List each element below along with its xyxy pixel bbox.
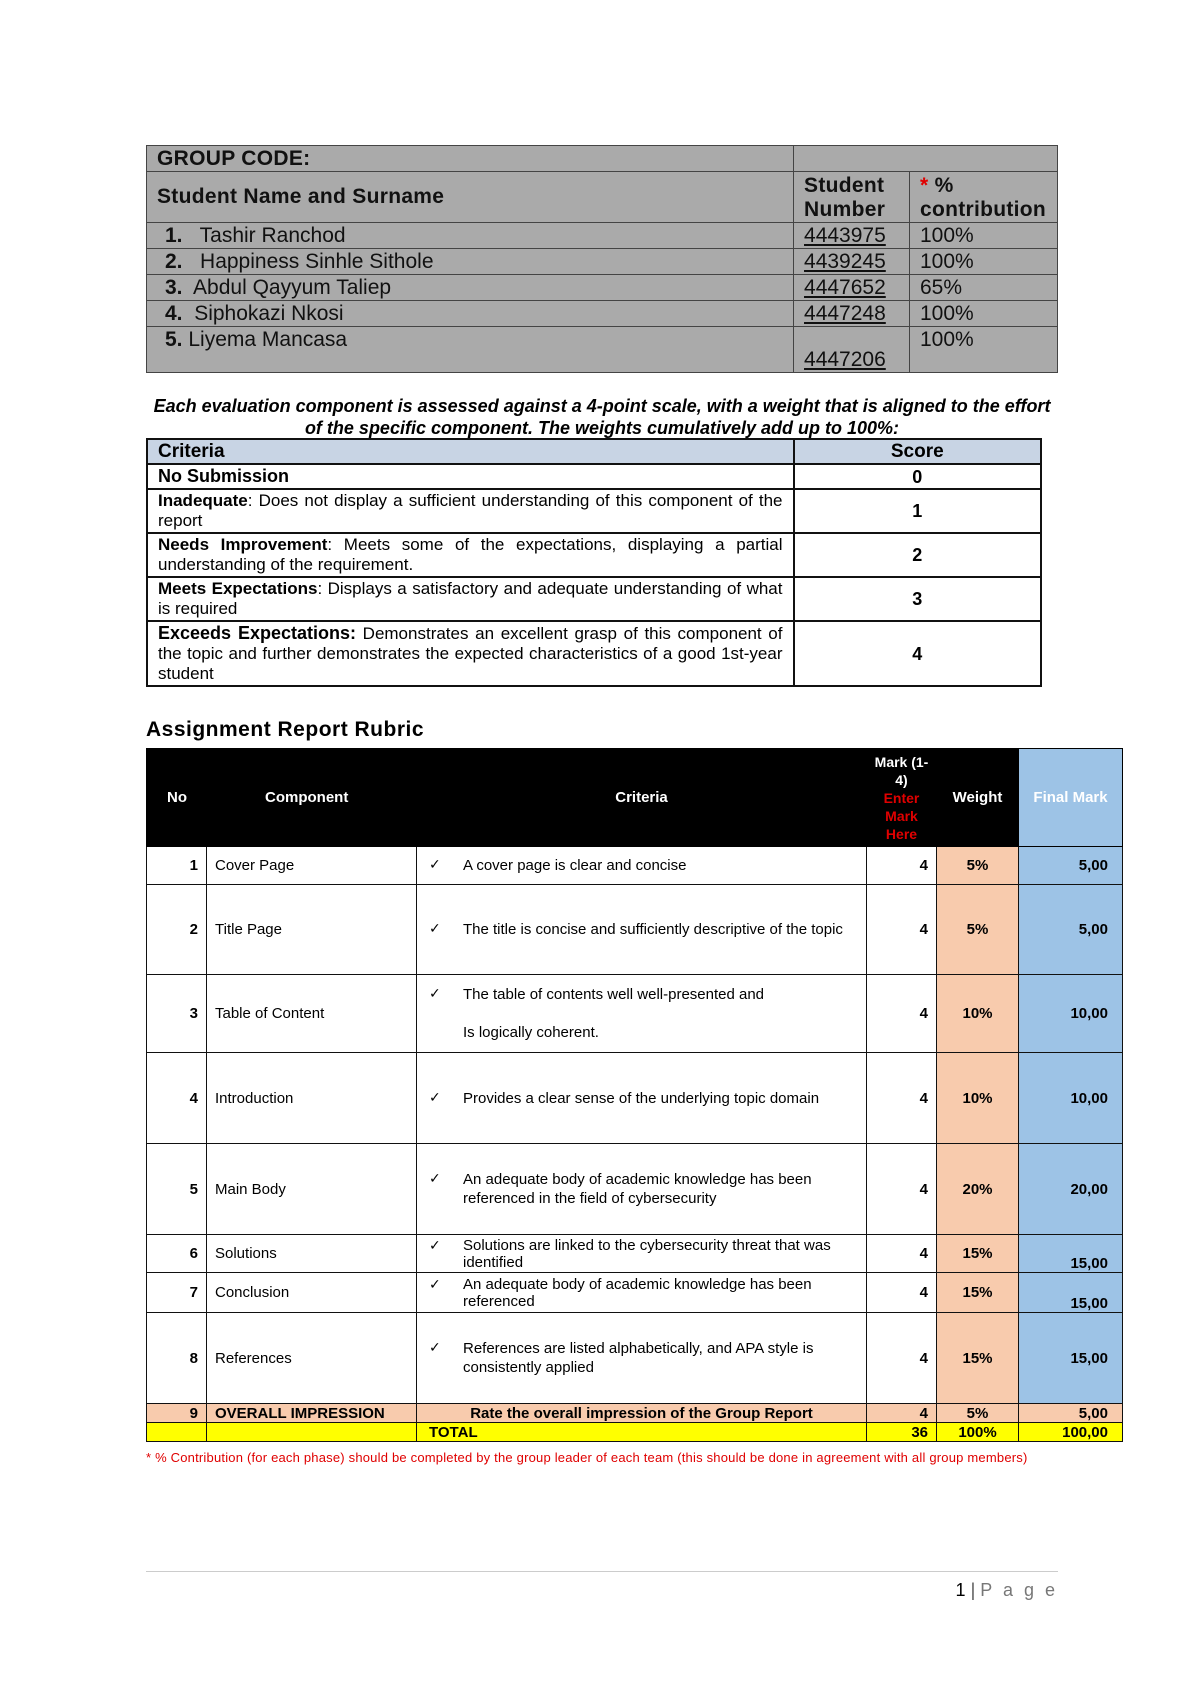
weight-value: 15% — [937, 1273, 1019, 1313]
student-index: 4. — [165, 301, 183, 325]
weight-value: 5% — [937, 847, 1019, 885]
criteria-title: Needs Improvement — [158, 535, 328, 554]
student-index: 3. — [165, 275, 183, 299]
rubric-component: Table of Content — [207, 975, 417, 1053]
weight-value: 5% — [937, 885, 1019, 975]
criteria-title: Meets Expectations — [158, 579, 318, 598]
criteria-text: An adequate body of academic knowledge has been referenced — [463, 1275, 812, 1310]
weight-value: 20% — [937, 1144, 1019, 1235]
rubric-component: Solutions — [207, 1235, 417, 1273]
criteria-score: 2 — [794, 533, 1042, 577]
student-contribution: 100% — [909, 249, 1057, 275]
group-code-label: GROUP CODE: — [147, 146, 794, 172]
criteria-text: The table of contents well well-presented and — [463, 986, 765, 1003]
student-name — [147, 327, 794, 373]
rubric-row — [147, 1313, 1123, 1404]
final-mark-value: 15,00 — [1019, 1313, 1123, 1404]
criteria-text: Provides a clear sense of the underlying topic domain — [463, 1089, 820, 1107]
number-header: Student Number — [794, 172, 910, 223]
criteria-text: A cover page is clear and concise — [463, 857, 687, 874]
weight-header: Weight — [937, 749, 1019, 847]
rubric-row — [147, 975, 1123, 1053]
check-icon: ✓ — [429, 1275, 441, 1292]
student-name-text: Happiness Sinhle Sithole — [200, 249, 434, 273]
rubric-title: Assignment Report Rubric — [146, 718, 425, 741]
criteria-header: Criteria — [147, 439, 794, 464]
student-contribution: 100% — [909, 301, 1057, 327]
rubric-no: 2 — [147, 885, 207, 975]
rubric-row — [147, 1273, 1123, 1313]
rubric-criteria — [417, 1053, 867, 1144]
name-header: Student Name and Surname — [147, 172, 794, 223]
rubric-criteria: Rate the overall impression of the Group Report — [417, 1404, 867, 1423]
student-number: 4447206 — [794, 327, 910, 373]
final-mark-value: 10,00 — [1019, 1053, 1123, 1144]
student-name — [147, 275, 794, 301]
rubric-component: Title Page — [207, 885, 417, 975]
weight-value: 15% — [937, 1235, 1019, 1273]
rubric-row — [147, 885, 1123, 975]
student-name-text: Tashir Ranchod — [199, 223, 346, 247]
criteria-text: Solutions are linked to the cybersecurity threat that was identified — [463, 1236, 831, 1271]
enter-mark-hint: Enter Mark Here — [883, 789, 920, 842]
criteria-row — [147, 577, 794, 621]
component-header: Component — [207, 749, 417, 847]
rubric-no: 5 — [147, 1144, 207, 1235]
footer-separator: | — [970, 1580, 976, 1600]
student-name — [147, 223, 794, 249]
total-row — [147, 1423, 1123, 1442]
final-mark-header: Final Mark — [1019, 749, 1123, 847]
rubric-criteria — [417, 975, 867, 1053]
check-icon: ✓ — [429, 985, 441, 1001]
student-contribution: 100% — [909, 223, 1057, 249]
rubric-no: 8 — [147, 1313, 207, 1404]
footer-divider — [146, 1571, 1058, 1572]
total-mark: 36 — [867, 1423, 937, 1442]
page-number: 1 — [955, 1580, 966, 1600]
criteria-description: : Displays a satisfactory and adequate understanding of what is required — [158, 579, 783, 618]
rubric-component: References — [207, 1313, 417, 1404]
criteria-score: 0 — [794, 464, 1042, 489]
student-name-text: Abdul Qayyum Taliep — [193, 275, 392, 299]
rubric-no: 1 — [147, 847, 207, 885]
rubric-criteria — [417, 847, 867, 885]
assignment-rubric-table — [146, 748, 1123, 1442]
mark-input[interactable]: 4 — [867, 1053, 937, 1144]
mark-header-label: Mark (1-4) — [874, 753, 929, 788]
check-icon: ✓ — [429, 1236, 441, 1253]
rubric-row — [147, 1144, 1123, 1235]
contribution-header — [909, 172, 1057, 223]
student-number: 4447248 — [794, 301, 910, 327]
criteria-title: Inadequate — [158, 491, 248, 510]
student-index: 1. — [165, 223, 183, 247]
student-number: 4439245 — [794, 249, 910, 275]
mark-header — [867, 749, 937, 847]
weight-value: 15% — [937, 1313, 1019, 1404]
criteria-text: The title is concise and sufficiently descriptive of the topic — [463, 921, 843, 938]
criteria-row — [147, 464, 794, 489]
rubric-no: 6 — [147, 1235, 207, 1273]
scoring-criteria-table — [146, 438, 1042, 687]
criteria-row — [147, 533, 794, 577]
rubric-component: OVERALL IMPRESSION — [207, 1404, 417, 1423]
overall-impression-row — [147, 1404, 1123, 1423]
criteria-score: 1 — [794, 489, 1042, 533]
evaluation-intro: Each evaluation component is assessed against a 4-point scale, with a weight that is aligned to the effort of the specific component. The weights cumulatively add up to 100%: — [153, 396, 1051, 438]
mark-input[interactable]: 4 — [867, 847, 937, 885]
final-mark-value: 5,00 — [1019, 885, 1123, 975]
rubric-component: Cover Page — [207, 847, 417, 885]
contribution-asterisk: * — [919, 174, 929, 197]
rubric-no: 7 — [147, 1273, 207, 1313]
student-number: 4443975 — [794, 223, 910, 249]
final-mark-value: 5,00 — [1019, 1404, 1123, 1423]
contribution-header-text: % contribution — [919, 174, 1047, 221]
final-mark-value: 15,00 — [1019, 1235, 1123, 1273]
rubric-row — [147, 1235, 1123, 1273]
criteria-title: Exceeds Expectations: — [158, 623, 357, 643]
student-index: 5. — [165, 328, 183, 351]
no-header: No — [147, 749, 207, 847]
student-contribution: 100% — [909, 327, 1057, 373]
check-icon: ✓ — [429, 1088, 441, 1105]
rubric-criteria — [417, 885, 867, 975]
final-mark-value: 5,00 — [1019, 847, 1123, 885]
mark-input[interactable]: 4 — [867, 1313, 937, 1404]
criteria-title: No Submission — [158, 466, 290, 486]
check-icon: ✓ — [429, 920, 441, 936]
rubric-component: Conclusion — [207, 1273, 417, 1313]
group-code-value — [794, 146, 1058, 172]
check-icon: ✓ — [429, 856, 441, 872]
criteria-text: An adequate body of academic knowledge has been referenced in the field of cybersecurity — [463, 1171, 812, 1207]
page-footer — [956, 1580, 1058, 1601]
final-mark-value: 10,00 — [1019, 975, 1123, 1053]
rubric-no: 4 — [147, 1053, 207, 1144]
mark-input[interactable]: 4 — [867, 885, 937, 975]
total-weight: 100% — [937, 1423, 1019, 1442]
total-label: TOTAL — [417, 1423, 867, 1442]
rubric-component: Main Body — [207, 1144, 417, 1235]
final-mark-value: 15,00 — [1019, 1273, 1123, 1313]
student-name-text: Siphokazi Nkosi — [194, 301, 344, 325]
check-icon: ✓ — [429, 1170, 441, 1186]
criteria-text: Is logically coherent. — [463, 1024, 599, 1041]
mark-input[interactable]: 4 — [867, 1144, 937, 1235]
rubric-row — [147, 847, 1123, 885]
criteria-row — [147, 489, 794, 533]
student-number: 4447652 — [794, 275, 910, 301]
student-name-text: Liyema Mancasa — [188, 328, 348, 351]
mark-input[interactable]: 4 — [867, 1235, 937, 1273]
weight-value: 10% — [937, 975, 1019, 1053]
criteria-column-header: Criteria — [417, 749, 867, 847]
mark-input[interactable]: 4 — [867, 1273, 937, 1313]
student-index: 2. — [165, 249, 183, 273]
rubric-criteria — [417, 1235, 867, 1273]
mark-input[interactable]: 4 — [867, 975, 937, 1053]
student-name — [147, 249, 794, 275]
weight-value: 5% — [937, 1404, 1019, 1423]
criteria-text: References are listed alphabetically, and APA style is consistently applied — [463, 1340, 814, 1376]
rubric-row — [147, 1053, 1123, 1144]
rubric-criteria — [417, 1144, 867, 1235]
criteria-row — [147, 621, 794, 686]
rubric-component: Introduction — [207, 1053, 417, 1144]
criteria-description: : Meets some of the expectations, displaying a partial understanding of the requirement. — [158, 535, 783, 574]
rubric-no: 9 — [147, 1404, 207, 1423]
criteria-score: 4 — [794, 621, 1042, 686]
student-name — [147, 301, 794, 327]
criteria-score: 3 — [794, 577, 1042, 621]
student-contribution: 65% — [909, 275, 1057, 301]
weight-value: 10% — [937, 1053, 1019, 1144]
mark-input[interactable]: 4 — [867, 1404, 937, 1423]
rubric-criteria — [417, 1273, 867, 1313]
criteria-description: Demonstrates an excellent grasp of this component of the topic and further demonstrates the expected characteristics of a good 1st-year student — [158, 624, 783, 683]
final-mark-value: 20,00 — [1019, 1144, 1123, 1235]
page-label: P a g e — [980, 1580, 1058, 1600]
rubric-no: 3 — [147, 975, 207, 1053]
rubric-criteria — [417, 1313, 867, 1404]
group-members-table — [146, 145, 1058, 373]
score-header: Score — [794, 439, 1042, 464]
contribution-footnote: * % Contribution (for each phase) should be completed by the group leader of each team (this should be done in agreement with all group members) — [146, 1450, 1028, 1465]
total-final-mark: 100,00 — [1019, 1423, 1123, 1442]
check-icon: ✓ — [429, 1339, 441, 1355]
criteria-description: : Does not display a sufficient understanding of this component of the report — [158, 491, 783, 530]
